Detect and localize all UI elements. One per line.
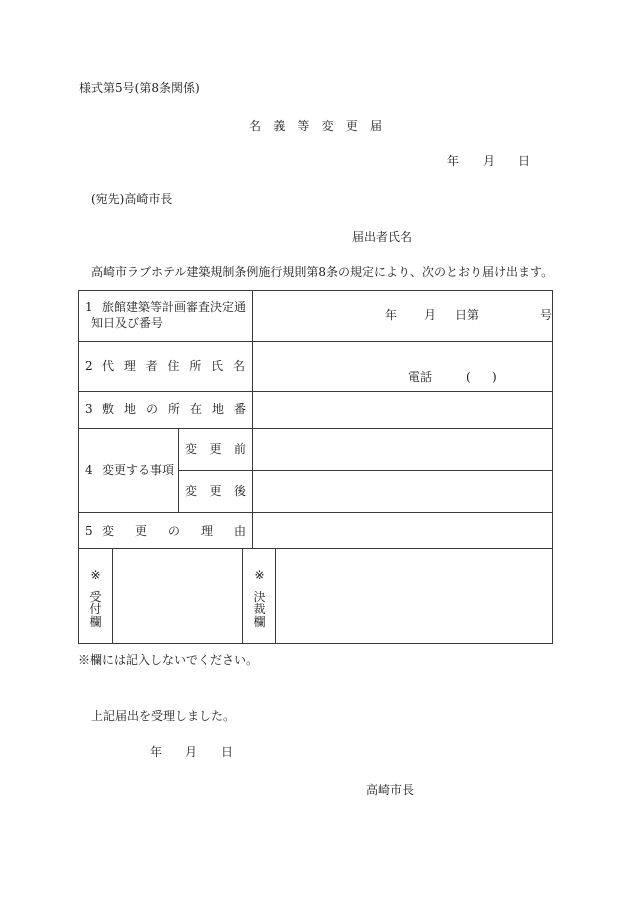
notice-date-number-field [253, 291, 553, 341]
reception-mark: ※ [90, 568, 101, 582]
addressee: (宛先)高崎市長 [91, 192, 173, 206]
approval-char-3: 欄 [253, 615, 266, 629]
filing-date-month: 月 [483, 154, 496, 168]
approval-char-1: 決 [253, 590, 266, 604]
phone-paren-close: ) [492, 370, 497, 384]
row1-label-line2: 知日及び番号 [91, 316, 164, 330]
form-number: 様式第5号(第8条関係) [79, 81, 200, 95]
approval-field [276, 549, 553, 643]
acceptance-date-year: 年 [150, 745, 163, 759]
row3-label: 敷 地 の 所 在 地 番 [102, 402, 246, 416]
acceptance-date-month: 月 [185, 745, 198, 759]
notice-number-suffix: 号 [540, 308, 553, 322]
phone-label: 電話 [408, 370, 433, 384]
reason-field [253, 513, 553, 548]
phone-paren-open: ( [466, 370, 471, 384]
row2-number: 2 [85, 359, 93, 373]
row2-label: 代 理 者 住 所 氏 名 [102, 359, 245, 373]
before-change-field [253, 429, 553, 470]
before-change-label: 変 更 前 [185, 442, 246, 456]
preamble: 高崎市ラブホテル建築規制条例施行規則第8条の規定により、次のとおり届け出ます。 [91, 265, 554, 279]
approval-char-2: 裁 [253, 602, 266, 616]
reception-char-2: 付 [89, 602, 102, 616]
site-address-field [253, 392, 553, 428]
approval-column-label [243, 549, 276, 643]
note: ※欄には記入しないでください。 [78, 653, 259, 667]
filing-date-day: 日 [518, 154, 531, 168]
acceptance-signer: 高崎市長 [366, 783, 415, 797]
row5-label: 変 更 の 理 由 [102, 524, 246, 538]
form-table [78, 290, 553, 644]
reception-column-label [79, 549, 112, 643]
approval-mark: ※ [254, 568, 265, 582]
notice-day-number: 日第 [455, 308, 480, 322]
acceptance-date-day: 日 [221, 745, 234, 759]
form-title: 名 義 等 変 更 届 [249, 119, 382, 133]
applicant-name-label: 届出者氏名 [352, 230, 413, 244]
filing-date-year: 年 [447, 154, 460, 168]
reception-char-1: 受 [89, 590, 102, 604]
row5-number: 5 [85, 524, 93, 538]
row1-number: 1 [85, 300, 93, 314]
notice-month: 月 [424, 308, 437, 322]
acceptance-text: 上記届出を受理しました。 [91, 709, 236, 723]
after-change-field [253, 471, 553, 512]
row1-label-line1: 旅館建築等計画審査決定通 [102, 300, 247, 314]
reception-char-3: 欄 [89, 615, 102, 629]
row4-label: 変更する事項 [102, 463, 175, 477]
reception-field [113, 549, 242, 643]
agent-address-name-field [253, 342, 553, 391]
notice-year: 年 [385, 308, 398, 322]
row3-number: 3 [85, 402, 93, 416]
after-change-label: 変 更 後 [185, 484, 246, 498]
grid-line [178, 428, 179, 512]
row4-number: 4 [85, 463, 93, 477]
